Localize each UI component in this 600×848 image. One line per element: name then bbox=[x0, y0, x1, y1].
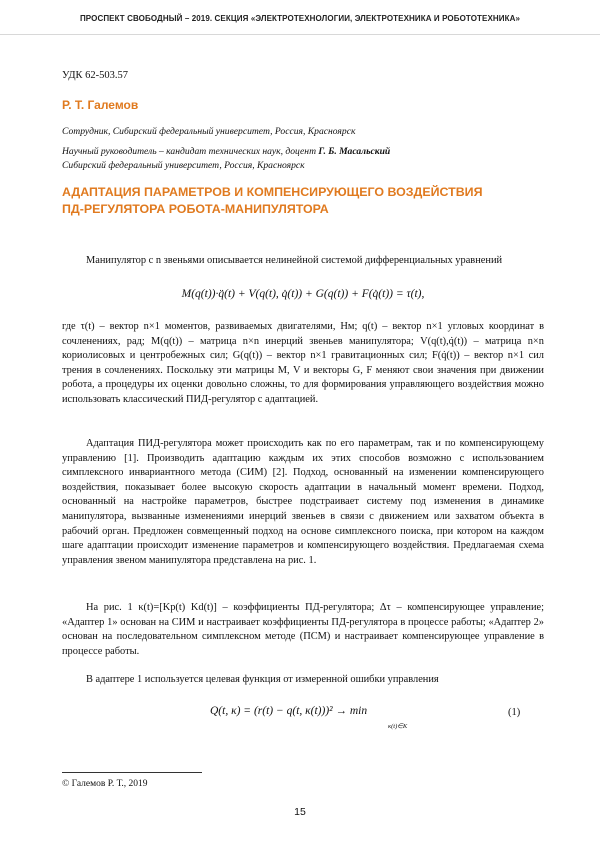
running-header-text: ПРОСПЕКТ СВОБОДНЫЙ – 2019. СЕКЦИЯ «ЭЛЕКТРОТЕХНОЛОГИИ, ЭЛЕКТРОТЕХНИКА И РОБОТОТЕХНИКА» bbox=[79, 14, 521, 23]
affiliation-author: Сотрудник, Сибирский федеральный университет, Россия, Красноярск bbox=[62, 126, 356, 137]
running-header bbox=[0, 0, 600, 35]
author-name: Р. Т. Галемов bbox=[62, 98, 139, 112]
supervisor-prefix: Научный руководитель – кандидат технических наук, доцент bbox=[62, 146, 319, 157]
affiliation-university: Сибирский федеральный университет, Россия, Красноярск bbox=[62, 160, 305, 171]
paragraph-adapter1: В адаптере 1 используется целевая функция от измеренной ошибки управления bbox=[86, 674, 439, 685]
udc-code: УДК 62-503.57 bbox=[62, 70, 129, 81]
footnote-copyright: © Галемов Р. Т., 2019 bbox=[62, 779, 148, 789]
affiliation-supervisor bbox=[62, 145, 390, 159]
article-title bbox=[62, 184, 552, 218]
footnote-separator bbox=[62, 772, 202, 773]
title-line-2: ПД-РЕГУЛЯТОРА РОБОТА-МАНИПУЛЯТОРА bbox=[62, 202, 329, 216]
paragraph-figure: На рис. 1 κ(t)=[Kp(t) Kd(t)] – коэффициенты ПД-регулятора; Δτ – компенсирующее управление; «Адаптер 1» основан на СИМ и настраивает коэффициенты ПД-регулятора в процессе работы; «Адаптер 2» основан на последовательном симплексном методе (ПСМ) и настраивает компенсирующее управление в процессе работы. bbox=[62, 602, 544, 657]
formula-objective-body: Q(t, κ) = (r(t) − q(t, κ(t)))² → min bbox=[210, 705, 368, 717]
page-number: 15 bbox=[294, 806, 306, 818]
formula-objective bbox=[210, 705, 367, 717]
paragraph-definitions: где τ(t) – вектор n×1 моментов, развиваемых двигателями, Нм; q(t) – вектор n×1 угловых координат в сочленениях, рад; M(q(t)) – матрица n×n инерций звеньев манипулятора; V(q(t),q̇(t)) – матрица n×n кориолисовых и центробежных сил; G(q(t)) – вектор n×1 гравитационных сил; F(q̇(t)) – вектор n×1 сил трения в сочленениях. Поскольку эти матрицы M, V и векторы G, F меняют свои значения при движении робота, а процедуры их оценки довольно сложны, то для формирования управляющего воздействия можно использовать классический ПИД-регулятор с адаптацией. bbox=[62, 321, 544, 405]
paragraph-intro: Манипулятор с n звеньями описывается нелинейной системой дифференциальных уравнений bbox=[86, 255, 503, 266]
title-line-1: АДАПТАЦИЯ ПАРАМЕТРОВ И КОМПЕНСИРУЮЩЕГО ВОЗДЕЙСТВИЯ bbox=[62, 185, 483, 199]
paragraph-adaptation: Адаптация ПИД-регулятора может происходить как по его параметрам, так и по компенсирующему управлению [1]. Производить адаптацию каждым их этих способов возможно с использованием симплексного инвариантного метода (СИМ) [2]. Подход, основанный на изменении компенсирующего воздействия, показывает более высокую скорость адаптации в начальный момент времени. Подход, основанный на настройке параметров, быстрее подстраивает систему под изменения в динамике манипулятора, вызванные изменениями инерций звеньев в связи с движением или захватом объекта в рабочий орган. Предложен совмещенный подход на основе симплексного поиска, при котором на каждом шаге адаптации происходит изменение параметров и компенсирующего воздействия. Предлагаемая схема управления звеном манипулятора представлена на рис. 1. bbox=[62, 438, 544, 566]
formula-objective-subscript: κ(t)∈K bbox=[388, 723, 408, 730]
equation-number: (1) bbox=[508, 707, 521, 718]
supervisor-name: Г. Б. Масальский bbox=[318, 146, 391, 157]
formula-dynamics: M(q(t))·q̈(t) + V(q(t), q̇(t)) + G(q(t)) + F(q̇(t)) = τ(t), bbox=[181, 288, 425, 300]
